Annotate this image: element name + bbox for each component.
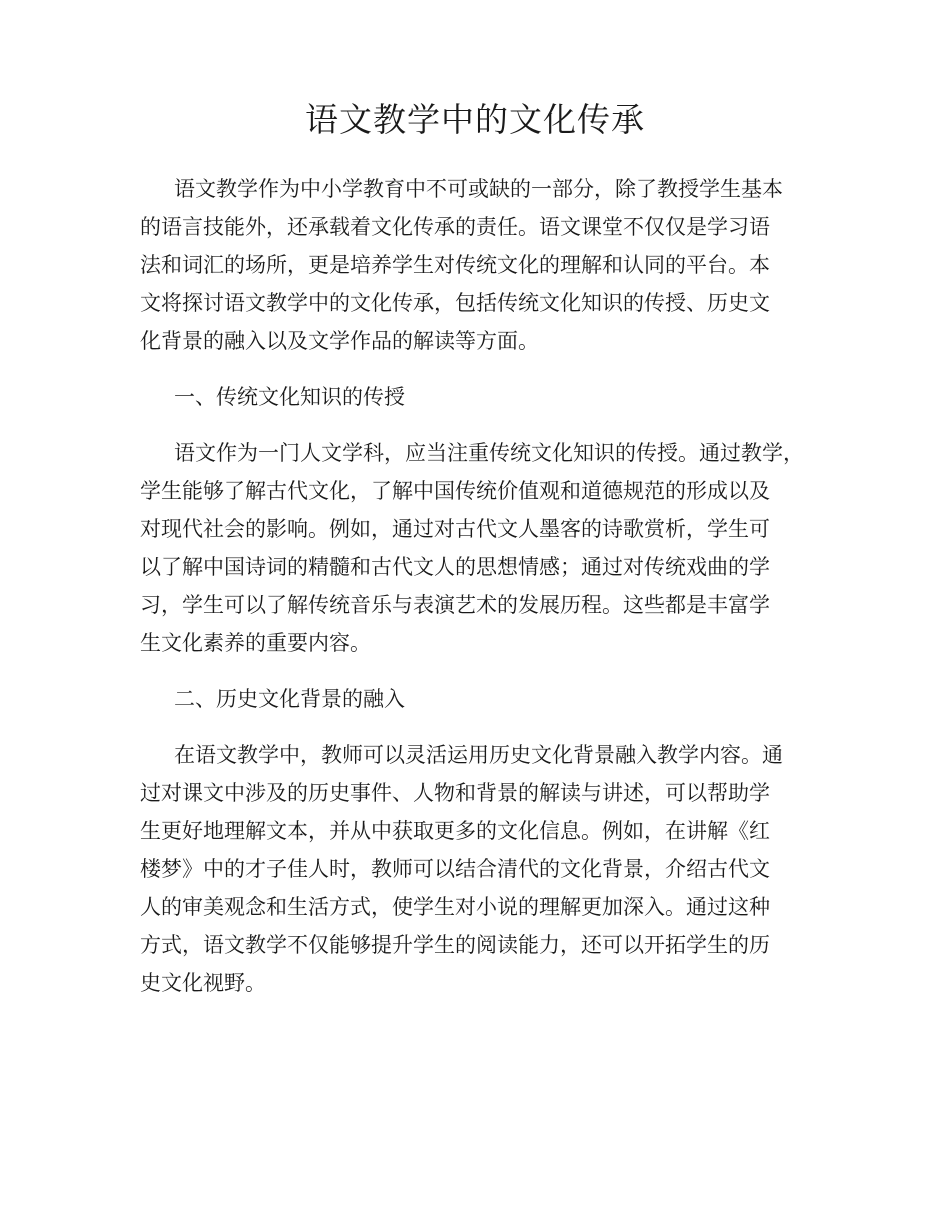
paragraph-line: 习，学生可以了解传统音乐与表演艺术的发展历程。这些都是丰富学	[140, 593, 770, 617]
spacer	[140, 360, 830, 378]
section-heading-1: 一、传统文化知识的传授	[174, 385, 405, 409]
paragraph-line: 生更好地理解文本，并从中获取更多的文化信息。例如，在讲解《红	[140, 819, 770, 843]
paragraph-line: 楼梦》中的才子佳人时，教师可以结合清代的文化背景，介绍古代文	[140, 857, 770, 881]
paragraph-line: 的语言技能外，还承载着文化传承的责任。语文课堂不仅仅是学习语	[140, 215, 770, 239]
paragraph-line: 方式，语文教学不仅能够提升学生的阅读能力，还可以开拓学生的历	[140, 933, 770, 957]
section-heading-2: 二、历史文化背景的融入	[174, 687, 405, 711]
paragraph-line: 学生能够了解古代文化，了解中国传统价值观和道德规范的形成以及	[140, 479, 770, 503]
document-body	[140, 170, 830, 1002]
paragraph-line: 以了解中国诗词的精髓和古代文人的思想情感；通过对传统戏曲的学	[140, 555, 770, 579]
paragraph-line: 史文化视野。	[140, 971, 266, 995]
paragraph-line: 文将探讨语文教学中的文化传承，包括传统文化知识的传授、历史文	[140, 291, 770, 315]
paragraph-line: 生文化素养的重要内容。	[140, 631, 371, 655]
paragraph-intro	[140, 170, 830, 360]
paragraph-traditional-culture	[140, 434, 830, 662]
spacer	[140, 718, 830, 736]
spacer	[140, 416, 830, 434]
paragraph-line: 法和词汇的场所，更是培养学生对传统文化的理解和认同的平台。本	[140, 253, 770, 277]
spacer	[140, 662, 830, 680]
paragraph-line: 语文作为一门人文学科，应当注重传统文化知识的传授。通过教学，	[174, 441, 804, 465]
document-title: 语文教学中的文化传承	[305, 100, 645, 139]
paragraph-line: 在语文教学中，教师可以灵活运用历史文化背景融入教学内容。通	[174, 743, 783, 767]
paragraph-line: 化背景的融入以及文学作品的解读等方面。	[140, 329, 539, 353]
paragraph-line: 人的审美观念和生活方式，使学生对小说的理解更加深入。通过这种	[140, 895, 770, 919]
paragraph-line: 对现代社会的影响。例如，通过对古代文人墨客的诗歌赏析，学生可	[140, 517, 770, 541]
paragraph-historical-background	[140, 736, 830, 1002]
paragraph-line: 语文教学作为中小学教育中不可或缺的一部分，除了教授学生基本	[174, 177, 783, 201]
paragraph-line: 过对课文中涉及的历史事件、人物和背景的解读与讲述，可以帮助学	[140, 781, 770, 805]
